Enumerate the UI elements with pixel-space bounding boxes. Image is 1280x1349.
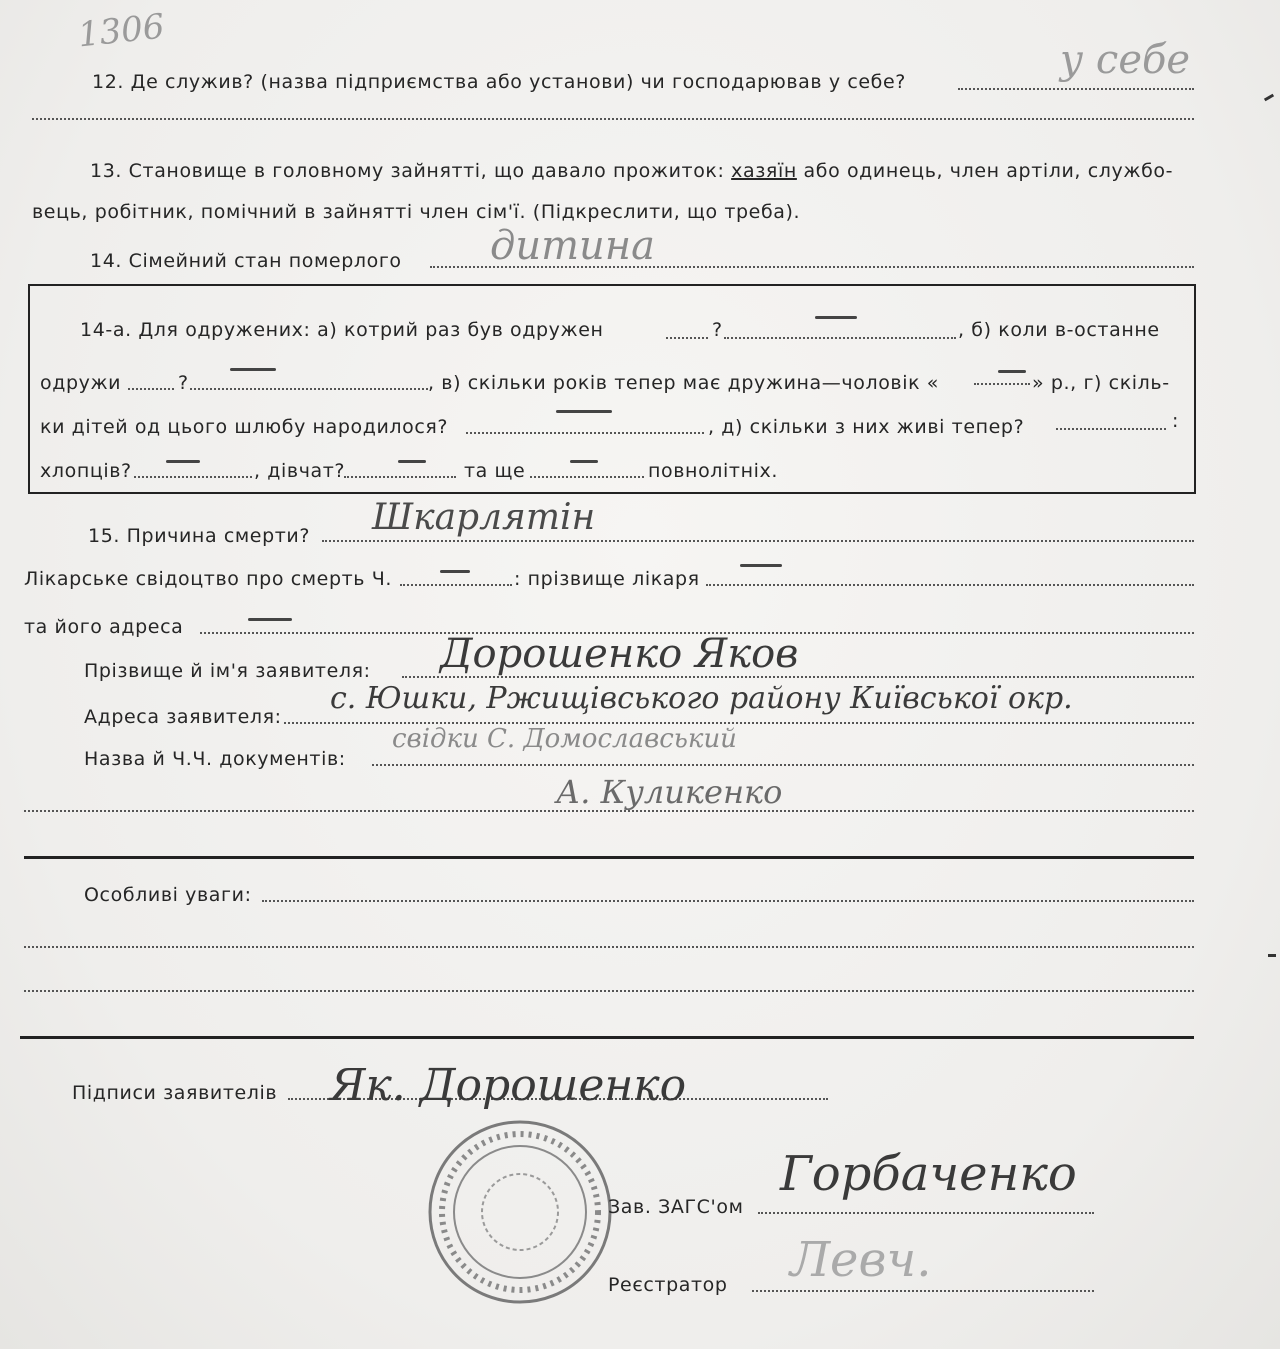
notes-label: Особливі уваги: — [84, 884, 252, 906]
certificate-address-dash — [248, 618, 292, 621]
registrar-signature: Левч. — [790, 1232, 932, 1288]
q14a-l2-dots-2 — [190, 388, 428, 390]
q14-label: 14. Сімейний стан померлого — [90, 250, 402, 272]
q12-answer-line — [958, 88, 1194, 90]
q14a-l4a: хлопців? — [40, 460, 132, 482]
certificate-number-line — [400, 584, 512, 586]
q12-continuation-line — [32, 118, 1194, 120]
q15-answer: Шкарлятін — [372, 497, 596, 538]
q14a-l1a: 14-а. Для одружених: а) котрий раз був одружен — [80, 319, 604, 341]
certificate-doctor-dash — [740, 564, 782, 567]
applicant-docs-label: Назва й Ч.Ч. документів: — [84, 748, 346, 770]
q14a-l2-dots-3 — [974, 383, 1030, 385]
q14a-l3c: : — [1172, 410, 1180, 432]
q14a-l1-dash — [815, 316, 857, 319]
certificate-doctor-label: : прізвище лікаря — [514, 568, 700, 590]
certificate-number-dash — [440, 570, 470, 573]
q14a-l4-dash-3 — [570, 460, 598, 463]
registry-head-line — [758, 1212, 1094, 1214]
notes-line-2 — [24, 946, 1194, 948]
q14a-l4d: повнолітніх. — [648, 460, 778, 482]
q14a-l2c: , в) скільки років тепер має дружина—чоловік « — [428, 372, 940, 394]
q14a-l3b: , д) скільки з них живі тепер? — [708, 416, 1025, 438]
applicants-signature-label: Підписи заявителів — [72, 1082, 278, 1104]
q14a-l4-dash-2 — [398, 460, 426, 463]
q14a-l4-dots-2 — [344, 476, 456, 478]
q14a-l3-dots-1 — [466, 432, 704, 434]
q14a-l2a: одружи — [40, 372, 122, 394]
q14-answer: дитина — [490, 223, 655, 269]
certificate-address-label: та його адреса — [24, 616, 184, 638]
q14a-l4-dots-3 — [530, 476, 644, 478]
scan-edge-mark — [1264, 94, 1274, 102]
q12-answer: у себе — [1060, 37, 1191, 83]
official-stamp-seal — [420, 1112, 620, 1312]
q13-underlined-option: хазяїн — [731, 160, 797, 182]
q14a-l1c: , б) коли в-останне — [958, 319, 1160, 341]
applicant-name-label: Прізвище й ім'я заявителя: — [84, 660, 371, 682]
registry-head-label: Зав. ЗАГС'ом — [608, 1196, 744, 1218]
section-rule-1 — [24, 856, 1194, 859]
q14a-l3-dots-2 — [1056, 428, 1166, 430]
scan-edge-mark-2 — [1268, 954, 1276, 957]
q14a-l3-dash — [556, 410, 612, 413]
applicant-docs-value-1: свідки С. Домославський — [392, 724, 737, 754]
q14a-l2-dash-2 — [998, 370, 1026, 373]
registry-head-signature: Горбаченко — [780, 1146, 1077, 1202]
q14a-l1b: ? — [712, 319, 723, 341]
q13-line2: вець, робітник, помічний в зайнятті член сім'ї. (Підкреслити, що треба). — [32, 201, 801, 223]
notes-line-3 — [24, 990, 1194, 992]
q14a-l2d: » р., г) скіль- — [1032, 372, 1170, 394]
q14a-l2b: ? — [178, 372, 189, 394]
applicant-docs-line-2 — [24, 810, 1194, 812]
applicant-docs-line — [372, 764, 1194, 766]
registrar-label: Реєстратор — [608, 1274, 728, 1296]
q13-line1-number: 13. Становище в головному зайнятті, що давало прожиток: — [90, 160, 725, 182]
notes-line-1 — [262, 900, 1194, 902]
q12-label: 12. Де служив? (назва підприємства або установи) чи господарював у себе? — [92, 71, 906, 93]
q14a-l4b: , дівчат? — [254, 460, 346, 482]
q14a-l4-dots-1 — [134, 476, 252, 478]
archive-number: 1306 — [76, 6, 167, 56]
q14a-l1-dots-2 — [724, 337, 956, 339]
q14a-l1-dots-1 — [666, 337, 708, 339]
registrar-line — [752, 1290, 1094, 1292]
applicant-address-value: с. Юшки, Ржищівського району Київської окр. — [330, 681, 1073, 716]
q15-answer-line — [322, 540, 1194, 542]
section-rule-2 — [20, 1036, 1194, 1039]
applicant-name-value: Дорошенко Яков — [440, 631, 799, 677]
applicant-docs-value-2: А. Куликенко — [556, 773, 783, 811]
q14a-l4-dash-1 — [166, 460, 200, 463]
q14a-l4c: та ще — [464, 460, 526, 482]
certificate-label: Лікарське свідоцтво про смерть Ч. — [24, 568, 392, 590]
applicant-address-label: Адреса заявителя: — [84, 706, 282, 728]
q13-line1 — [90, 162, 1173, 181]
applicants-signature: Як. Дорошенко — [330, 1060, 687, 1111]
certificate-doctor-line — [706, 584, 1194, 586]
q15-label: 15. Причина смерти? — [88, 525, 311, 547]
q14a-l3a: ки дітей од цього шлюбу народилося? — [40, 416, 449, 438]
q14a-l2-dots-1 — [128, 388, 174, 390]
q14a-l2-dash — [230, 368, 276, 371]
q13-line1-rest: або одинець, член артіли, службо- — [803, 160, 1174, 182]
